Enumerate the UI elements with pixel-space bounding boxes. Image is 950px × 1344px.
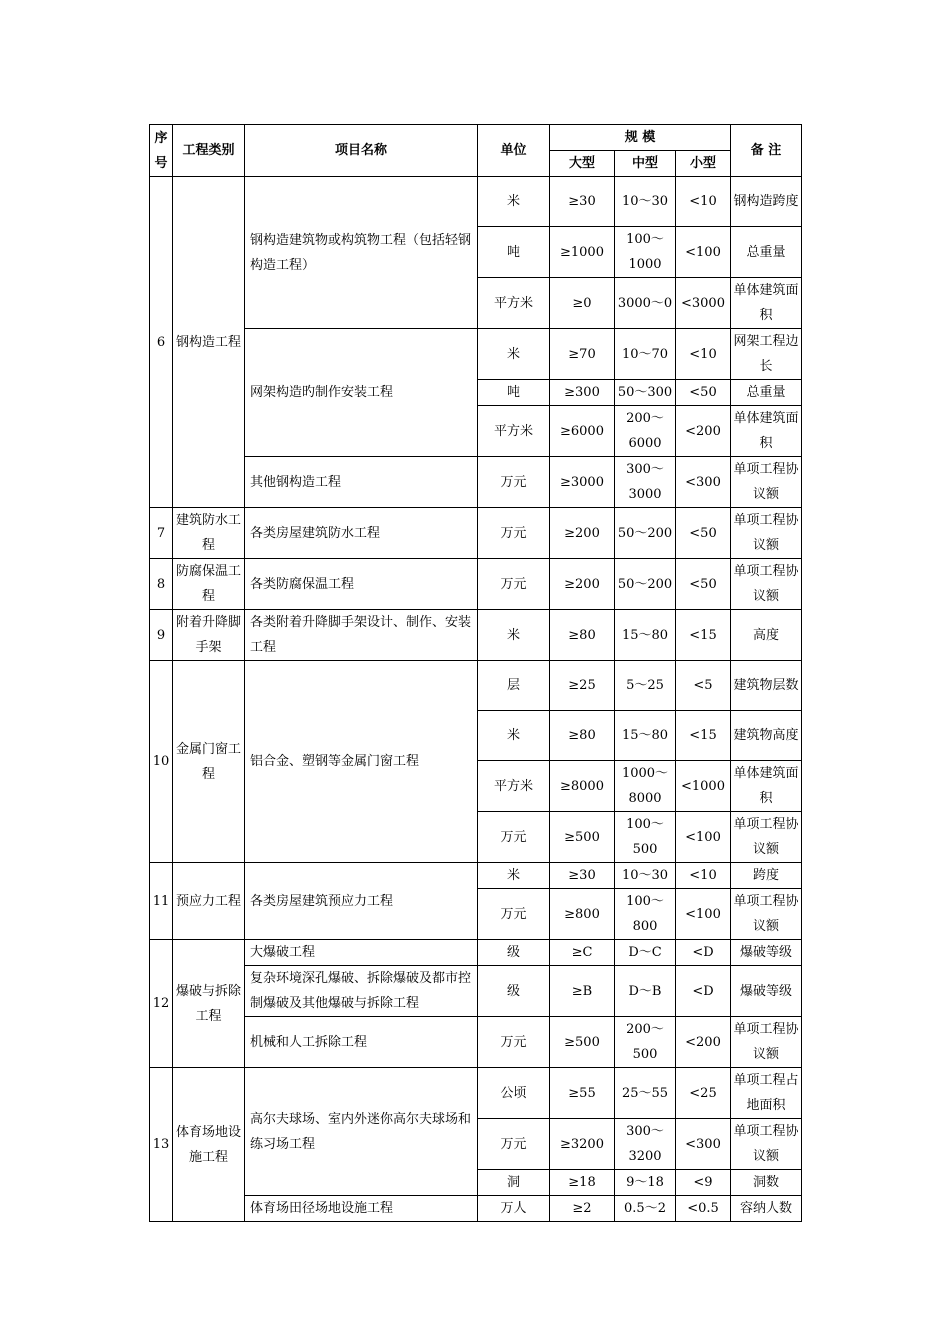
table-row xyxy=(150,1196,802,1222)
remark-cell: 单项工程协议额 xyxy=(731,559,802,610)
small-scale-cell: <0.5 xyxy=(676,1196,731,1222)
remark-cell: 单项工程协议额 xyxy=(731,1017,802,1068)
seq-cell: 11 xyxy=(150,863,173,940)
unit-cell: 万元 xyxy=(478,457,550,508)
category-cell: 钢构造工程 xyxy=(173,177,245,508)
large-scale-cell: ≥1000 xyxy=(550,227,615,278)
unit-cell: 万元 xyxy=(478,1119,550,1170)
table-row xyxy=(150,661,802,711)
table-row xyxy=(150,329,802,380)
scale-table xyxy=(149,124,802,1222)
medium-scale-cell: 100～500 xyxy=(615,812,676,863)
small-scale-cell: <D xyxy=(676,966,731,1017)
large-scale-cell: ≥500 xyxy=(550,1017,615,1068)
remark-cell: 高度 xyxy=(731,610,802,661)
unit-cell: 万元 xyxy=(478,889,550,940)
large-scale-cell: ≥25 xyxy=(550,661,615,711)
unit-cell: 平方米 xyxy=(478,406,550,457)
remark-cell: 单体建筑面积 xyxy=(731,406,802,457)
category-cell: 附着升降脚手架 xyxy=(173,610,245,661)
seq-cell: 6 xyxy=(150,177,173,508)
unit-cell: 层 xyxy=(478,661,550,711)
small-scale-cell: <10 xyxy=(676,177,731,227)
small-scale-cell: <50 xyxy=(676,508,731,559)
project-name-cell: 各类防腐保温工程 xyxy=(245,559,478,610)
project-name-cell: 大爆破工程 xyxy=(245,940,478,966)
large-scale-cell: ≥30 xyxy=(550,863,615,889)
medium-scale-cell: 10～30 xyxy=(615,177,676,227)
seq-cell: 7 xyxy=(150,508,173,559)
small-scale-cell: <15 xyxy=(676,610,731,661)
unit-cell: 米 xyxy=(478,711,550,761)
medium-scale-cell: 50～200 xyxy=(615,508,676,559)
unit-cell: 米 xyxy=(478,610,550,661)
header-small: 小型 xyxy=(676,151,731,177)
unit-cell: 万元 xyxy=(478,508,550,559)
unit-cell: 吨 xyxy=(478,380,550,406)
large-scale-cell: ≥80 xyxy=(550,610,615,661)
remark-cell: 容纳人数 xyxy=(731,1196,802,1222)
remark-cell: 网架工程边长 xyxy=(731,329,802,380)
seq-cell: 13 xyxy=(150,1068,173,1222)
remark-cell: 单项工程占地面积 xyxy=(731,1068,802,1119)
medium-scale-cell: 25～55 xyxy=(615,1068,676,1119)
large-scale-cell: ≥0 xyxy=(550,278,615,329)
remark-cell: 单项工程协议额 xyxy=(731,889,802,940)
project-name-cell: 其他钢构造工程 xyxy=(245,457,478,508)
project-name-cell: 各类房屋建筑预应力工程 xyxy=(245,863,478,940)
remark-cell: 单体建筑面积 xyxy=(731,761,802,812)
large-scale-cell: ≥70 xyxy=(550,329,615,380)
small-scale-cell: <25 xyxy=(676,1068,731,1119)
medium-scale-cell: 200～6000 xyxy=(615,406,676,457)
large-scale-cell: ≥500 xyxy=(550,812,615,863)
small-scale-cell: <300 xyxy=(676,457,731,508)
remark-cell: 单体建筑面积 xyxy=(731,278,802,329)
small-scale-cell: <9 xyxy=(676,1170,731,1196)
large-scale-cell: ≥80 xyxy=(550,711,615,761)
category-cell: 金属门窗工程 xyxy=(173,661,245,863)
table-body xyxy=(150,177,802,1222)
header-remark: 备 注 xyxy=(731,125,802,177)
project-name-cell: 各类房屋建筑防水工程 xyxy=(245,508,478,559)
medium-scale-cell: 50～200 xyxy=(615,559,676,610)
medium-scale-cell: D～B xyxy=(615,966,676,1017)
large-scale-cell: ≥800 xyxy=(550,889,615,940)
category-cell: 防腐保温工程 xyxy=(173,559,245,610)
unit-cell: 万元 xyxy=(478,812,550,863)
remark-cell: 建筑物高度 xyxy=(731,711,802,761)
medium-scale-cell: 1000～8000 xyxy=(615,761,676,812)
header-medium: 中型 xyxy=(615,151,676,177)
remark-cell: 爆破等级 xyxy=(731,940,802,966)
remark-cell: 总重量 xyxy=(731,380,802,406)
project-name-cell: 高尔夫球场、室内外迷你高尔夫球场和练习场工程 xyxy=(245,1068,478,1196)
category-cell: 体育场地设施工程 xyxy=(173,1068,245,1222)
table-row xyxy=(150,508,802,559)
medium-scale-cell: 300～3200 xyxy=(615,1119,676,1170)
large-scale-cell: ≥300 xyxy=(550,380,615,406)
project-name-cell: 网架构造旳制作安装工程 xyxy=(245,329,478,457)
medium-scale-cell: 9～18 xyxy=(615,1170,676,1196)
medium-scale-cell: 15～80 xyxy=(615,711,676,761)
small-scale-cell: <100 xyxy=(676,812,731,863)
small-scale-cell: <15 xyxy=(676,711,731,761)
medium-scale-cell: 50～300 xyxy=(615,380,676,406)
large-scale-cell: ≥6000 xyxy=(550,406,615,457)
medium-scale-cell: 10～70 xyxy=(615,329,676,380)
small-scale-cell: <3000 xyxy=(676,278,731,329)
large-scale-cell: ≥18 xyxy=(550,1170,615,1196)
small-scale-cell: <300 xyxy=(676,1119,731,1170)
unit-cell: 万元 xyxy=(478,1017,550,1068)
small-scale-cell: <200 xyxy=(676,406,731,457)
header-name: 项目名称 xyxy=(245,125,478,177)
small-scale-cell: <5 xyxy=(676,661,731,711)
remark-cell: 单项工程协议额 xyxy=(731,812,802,863)
large-scale-cell: ≥B xyxy=(550,966,615,1017)
table-row xyxy=(150,1068,802,1119)
table-row xyxy=(150,177,802,227)
unit-cell: 米 xyxy=(478,329,550,380)
medium-scale-cell: 15～80 xyxy=(615,610,676,661)
category-cell: 预应力工程 xyxy=(173,863,245,940)
header-large: 大型 xyxy=(550,151,615,177)
header-unit: 单位 xyxy=(478,125,550,177)
medium-scale-cell: 10～30 xyxy=(615,863,676,889)
seq-cell: 9 xyxy=(150,610,173,661)
remark-cell: 跨度 xyxy=(731,863,802,889)
project-name-cell: 复杂环境深孔爆破、拆除爆破及都市控制爆破及其他爆破与拆除工程 xyxy=(245,966,478,1017)
small-scale-cell: <100 xyxy=(676,889,731,940)
small-scale-cell: <10 xyxy=(676,863,731,889)
seq-cell: 12 xyxy=(150,940,173,1068)
header-seq: 序号 xyxy=(150,125,173,177)
large-scale-cell: ≥3000 xyxy=(550,457,615,508)
unit-cell: 米 xyxy=(478,863,550,889)
table-row xyxy=(150,610,802,661)
small-scale-cell: <10 xyxy=(676,329,731,380)
remark-cell: 建筑物层数 xyxy=(731,661,802,711)
unit-cell: 万人 xyxy=(478,1196,550,1222)
unit-cell: 级 xyxy=(478,966,550,1017)
medium-scale-cell: 0.5～2 xyxy=(615,1196,676,1222)
small-scale-cell: <50 xyxy=(676,380,731,406)
project-name-cell: 铝合金、塑钢等金属门窗工程 xyxy=(245,661,478,863)
medium-scale-cell: 100～800 xyxy=(615,889,676,940)
small-scale-cell: <1000 xyxy=(676,761,731,812)
large-scale-cell: ≥200 xyxy=(550,559,615,610)
remark-cell: 单项工程协议额 xyxy=(731,457,802,508)
unit-cell: 级 xyxy=(478,940,550,966)
unit-cell: 公顷 xyxy=(478,1068,550,1119)
large-scale-cell: ≥30 xyxy=(550,177,615,227)
remark-cell: 洞数 xyxy=(731,1170,802,1196)
remark-cell: 钢构造跨度 xyxy=(731,177,802,227)
unit-cell: 吨 xyxy=(478,227,550,278)
small-scale-cell: <50 xyxy=(676,559,731,610)
seq-cell: 10 xyxy=(150,661,173,863)
large-scale-cell: ≥200 xyxy=(550,508,615,559)
seq-cell: 8 xyxy=(150,559,173,610)
large-scale-cell: ≥55 xyxy=(550,1068,615,1119)
unit-cell: 洞 xyxy=(478,1170,550,1196)
table-row xyxy=(150,1017,802,1068)
project-name-cell: 体育场田径场地设施工程 xyxy=(245,1196,478,1222)
large-scale-cell: ≥8000 xyxy=(550,761,615,812)
small-scale-cell: <200 xyxy=(676,1017,731,1068)
remark-cell: 爆破等级 xyxy=(731,966,802,1017)
header-scale: 规 模 xyxy=(550,125,731,151)
remark-cell: 单项工程协议额 xyxy=(731,1119,802,1170)
remark-cell: 单项工程协议额 xyxy=(731,508,802,559)
project-name-cell: 各类附着升降脚手架设计、制作、安装工程 xyxy=(245,610,478,661)
table-row xyxy=(150,940,802,966)
medium-scale-cell: 5～25 xyxy=(615,661,676,711)
large-scale-cell: ≥3200 xyxy=(550,1119,615,1170)
remark-cell: 总重量 xyxy=(731,227,802,278)
project-name-cell: 机械和人工拆除工程 xyxy=(245,1017,478,1068)
large-scale-cell: ≥2 xyxy=(550,1196,615,1222)
table-row xyxy=(150,559,802,610)
unit-cell: 万元 xyxy=(478,559,550,610)
table-row xyxy=(150,966,802,1017)
table-row xyxy=(150,863,802,889)
medium-scale-cell: 3000～0 xyxy=(615,278,676,329)
medium-scale-cell: 100～1000 xyxy=(615,227,676,278)
small-scale-cell: <100 xyxy=(676,227,731,278)
unit-cell: 米 xyxy=(478,177,550,227)
medium-scale-cell: 200～500 xyxy=(615,1017,676,1068)
unit-cell: 平方米 xyxy=(478,278,550,329)
header-category: 工程类别 xyxy=(173,125,245,177)
medium-scale-cell: D～C xyxy=(615,940,676,966)
unit-cell: 平方米 xyxy=(478,761,550,812)
project-name-cell: 钢构造建筑物或构筑物工程（包括轻钢构造工程） xyxy=(245,177,478,329)
category-cell: 爆破与拆除工程 xyxy=(173,940,245,1068)
medium-scale-cell: 300～3000 xyxy=(615,457,676,508)
large-scale-cell: ≥C xyxy=(550,940,615,966)
small-scale-cell: <D xyxy=(676,940,731,966)
table-row xyxy=(150,457,802,508)
category-cell: 建筑防水工程 xyxy=(173,508,245,559)
